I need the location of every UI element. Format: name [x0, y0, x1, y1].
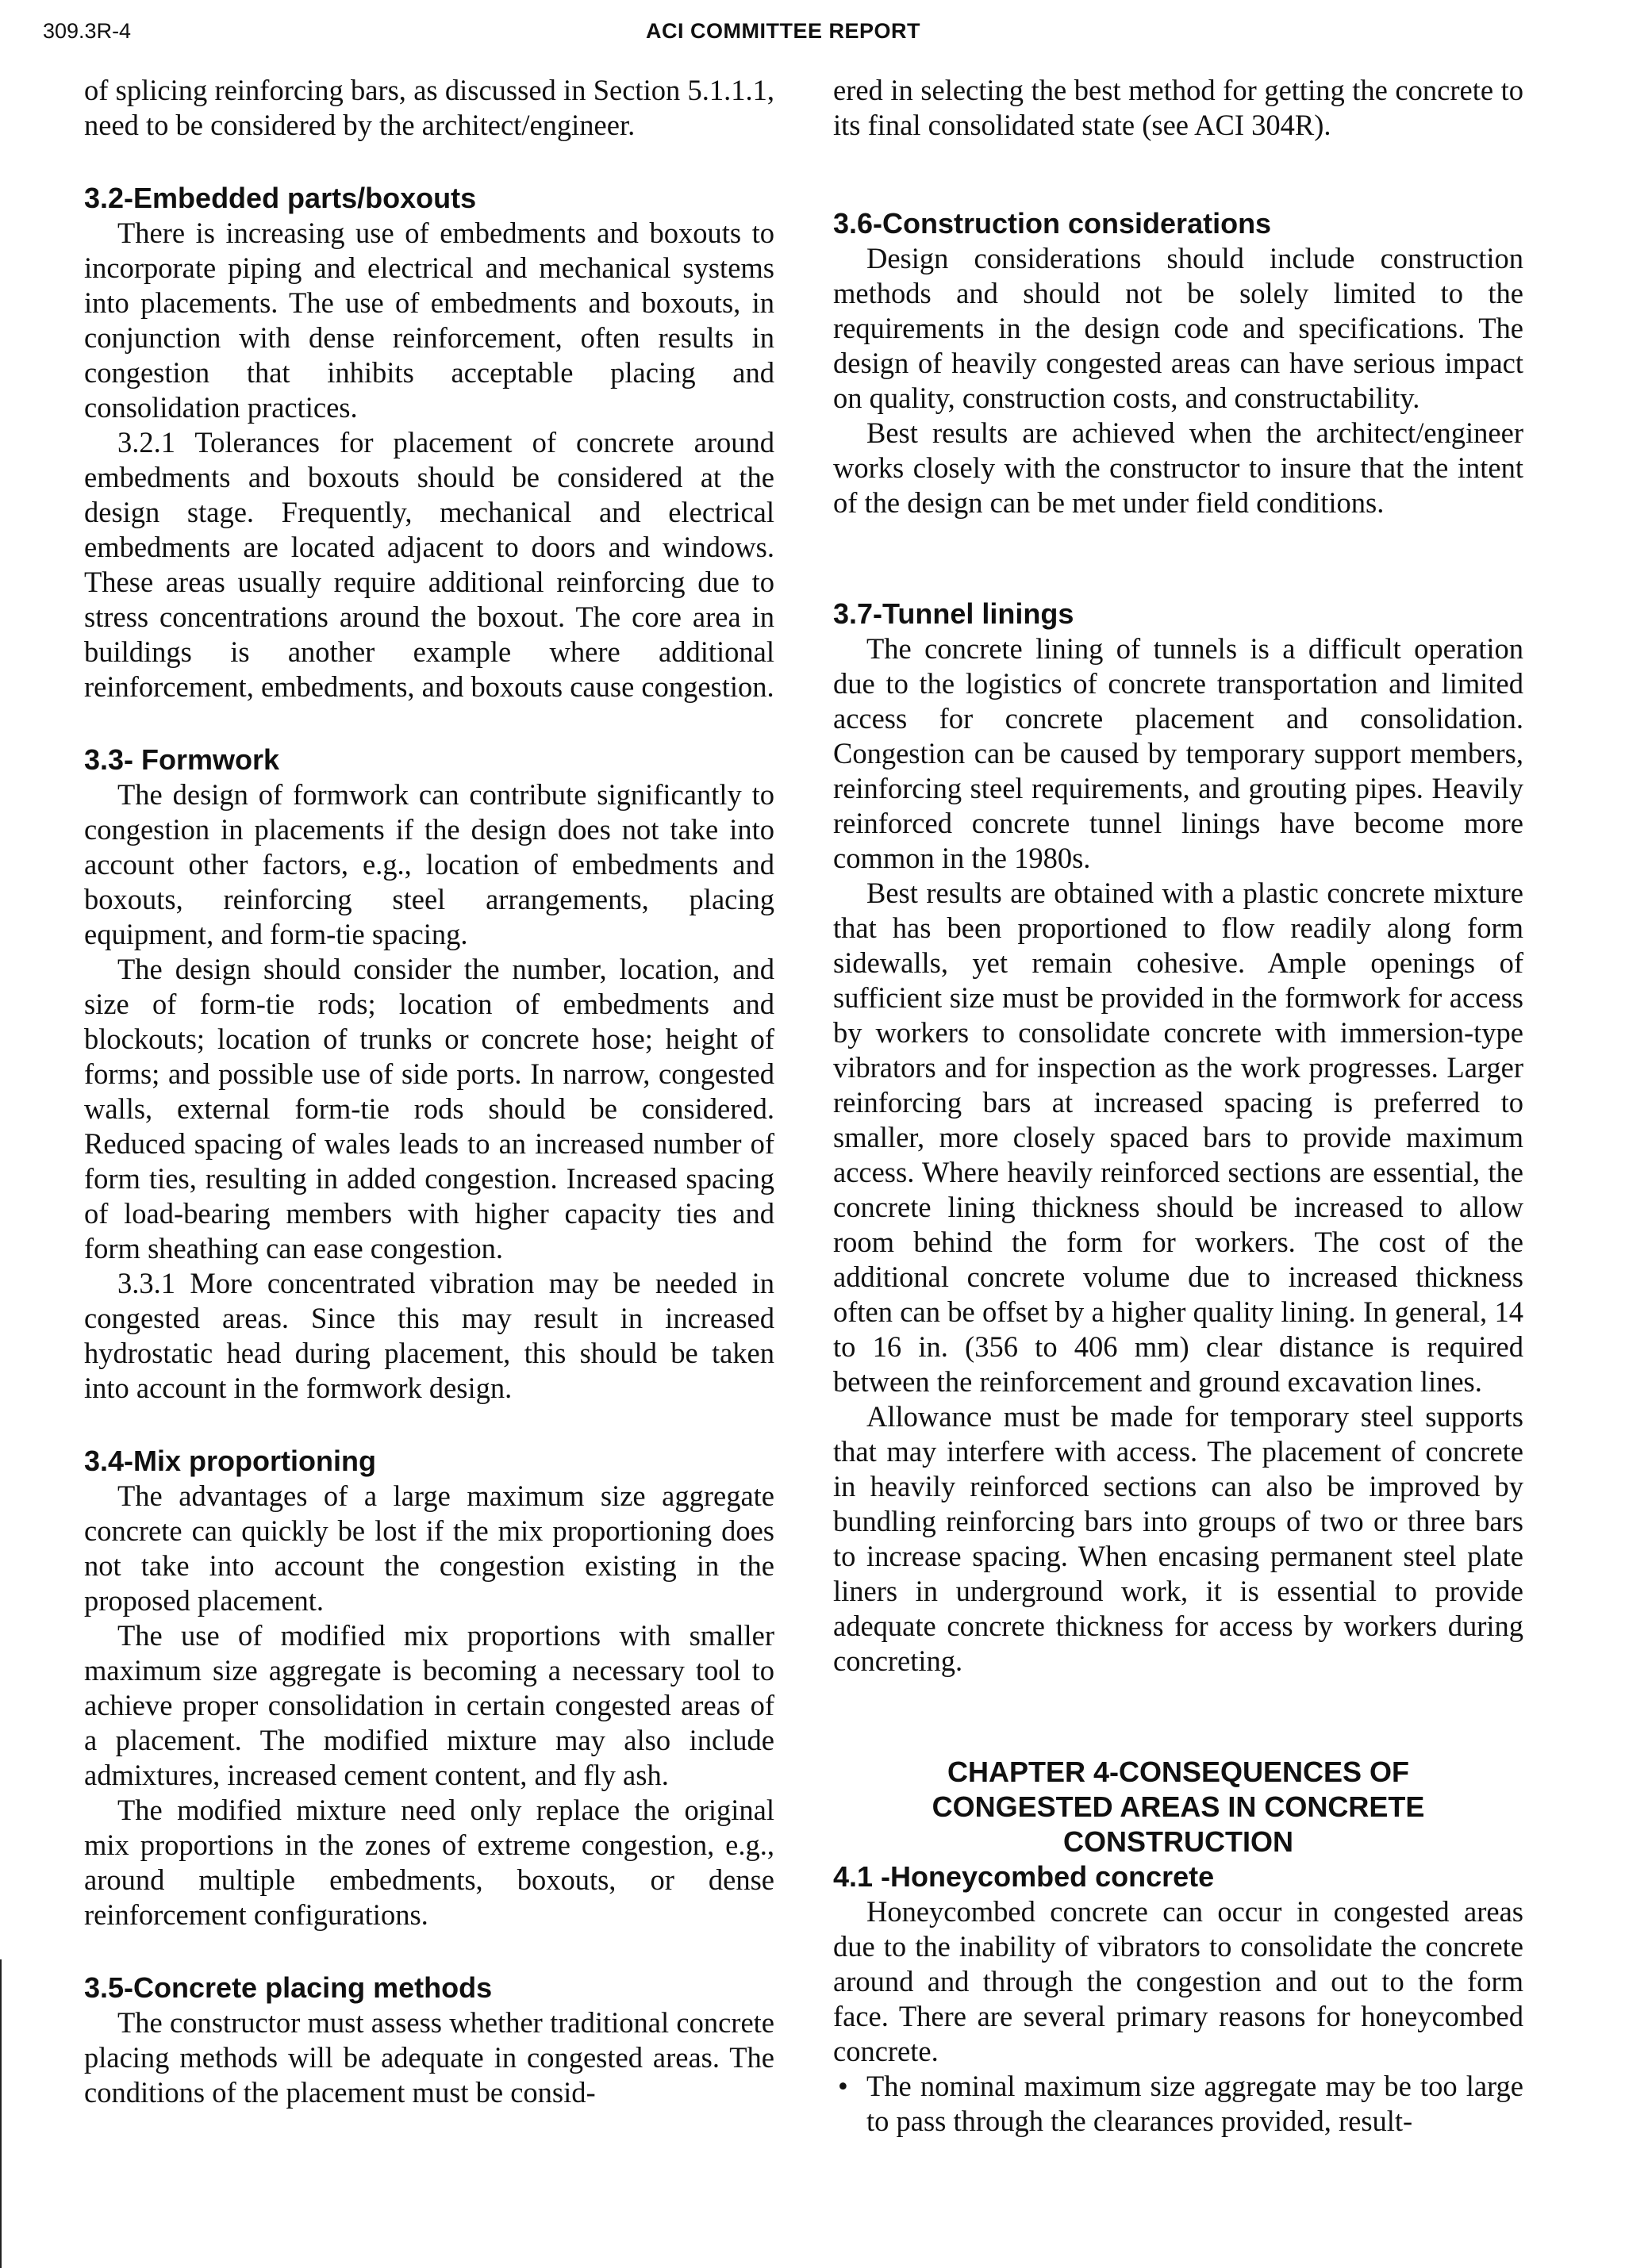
chapter-4-heading-line: CONGESTED AREAS IN CONCRETE	[932, 1790, 1425, 1823]
right-column	[833, 73, 1523, 2139]
section-3-3-heading: 3.3- Formwork	[84, 743, 280, 776]
section-3-4-paragraph: The advantages of a large maximum size aggregate concrete can quickly be lost if the mix proportioning does not take into account the congestion existing in the proposed placement.	[84, 1479, 774, 1617]
continued-paragraph: ered in selecting the best method for getting the concrete to its final consolidated state (see ACI 304R).	[833, 74, 1523, 141]
section-3-3-paragraph: The design of formwork can contribute significantly to congestion in placements if the design does not take into account other factors, e.g., location of embedments and boxouts, reinforcing steel arrangements, placing equipment, and form-tie spacing.	[84, 778, 774, 950]
running-header	[43, 19, 1550, 51]
bullet-icon: •	[838, 2070, 848, 2102]
section-3-3-1-paragraph: 3.3.1 More concentrated vibration may be needed in congested areas. Since this may result in increased hydrostatic head during placement, this should be taken into account in the formwork design.	[84, 1267, 774, 1404]
section-3-6-paragraph: Best results are achieved when the architect/engineer works closely with the constructor to insure that the intent of the design can be met under field conditions.	[833, 416, 1523, 519]
section-4-1-heading: 4.1 -Honeycombed concrete	[833, 1860, 1215, 1893]
bullet-text: The nominal maximum size aggregate may be too large to pass through the clearances provided, result-	[866, 2070, 1523, 2137]
left-column	[84, 73, 774, 2110]
section-3-3-paragraph: The design should consider the number, location, and size of form-tie rods; location of embedments and blockouts; location of trunks or concrete hose; height of forms; and possible use of side ports. In narrow, congested walls, external form-tie rods should be considered. Reduced spacing of wales leads to an increased number of form ties, resulting in added congestion. Increased spacing of load-bearing members with higher capacity ties and form sheathing can ease congestion.	[84, 953, 774, 1264]
section-3-5-heading: 3.5-Concrete placing methods	[84, 1971, 493, 2004]
section-3-7-paragraph: Allowance must be made for temporary steel supports that may interfere with access. The placement of concrete in heavily reinforced sections can also be improved by bundling reinforcing bars into groups of two or three bars to increase spacing. When encasing permanent steel plate liners in underground work, it is essential to provide adequate concrete thickness for access by workers during concreting.	[833, 1400, 1523, 1677]
page-number: 309.3R-4	[43, 19, 132, 43]
margin-rule	[0, 1959, 2, 2268]
section-3-2-paragraph: There is increasing use of embedments and boxouts to incorporate piping and electrical and mechanical systems into placements. The use of embedments and boxouts, in conjunction with dense reinforcement, often results in congestion that inhibits acceptable placing and consolidation practices.	[84, 217, 774, 424]
section-3-4-paragraph: The modified mixture need only replace the original mix proportions in the zones of extreme congestion, e.g., around multiple embedments, boxouts, or dense reinforcement configurations.	[84, 1794, 774, 1931]
bullet-list-item	[833, 2069, 1523, 2139]
section-3-4-heading: 3.4-Mix proportioning	[84, 1445, 376, 1477]
section-3-7-paragraph: The concrete lining of tunnels is a difficult operation due to the logistics of concrete transportation and limited access for concrete placement and consolidation. Congestion can be caused by temporary support members, reinforcing steel requirements, and grouting pipes. Heavily reinforced concrete tunnel linings have become more common in the 1980s.	[833, 632, 1523, 874]
report-title: ACI COMMITTEE REPORT	[646, 19, 920, 43]
chapter-4-heading-line: CONSTRUCTION	[1063, 1825, 1293, 1858]
section-3-6-paragraph: Design considerations should include construction methods and should not be solely limited to the requirements in the design code and specifications. The design of heavily congested areas can have serious impact on quality, construction costs, and constructability.	[833, 242, 1523, 414]
section-3-4-paragraph: The use of modified mix proportions with smaller maximum size aggregate is becoming a necessary tool to achieve proper consolidation in certain congested areas of a placement. The modified mixture may also include admixtures, increased cement content, and fly ash.	[84, 1619, 774, 1791]
section-3-5-paragraph: The constructor must assess whether traditional concrete placing methods will be adequate in congested areas. The conditions of the placement must be consid-	[84, 2006, 774, 2109]
section-3-2-1-paragraph: 3.2.1 Tolerances for placement of concrete around embedments and boxouts should be considered at the design stage. Frequently, mechanical and electrical embedments are located adjacent to doors and windows. These areas usually require additional reinforcing due to stress concentrations around the boxout. The core area in buildings is another example where additional reinforcement, embedments, and boxouts cause congestion.	[84, 426, 774, 703]
chapter-4-heading	[833, 1755, 1523, 1859]
section-3-2-heading: 3.2-Embedded parts/boxouts	[84, 182, 477, 214]
section-4-1-paragraph: Honeycombed concrete can occur in congested areas due to the inability of vibrators to consolidate the concrete around and through the congestion and out to the form face. There are several primary reasons for honeycombed concrete.	[833, 1895, 1523, 2067]
continued-paragraph: of splicing reinforcing bars, as discussed in Section 5.1.1.1, need to be considered by the architect/engineer.	[84, 74, 774, 141]
section-3-6-heading: 3.6-Construction considerations	[833, 207, 1272, 240]
section-3-7-heading: 3.7-Tunnel linings	[833, 597, 1074, 630]
section-3-7-paragraph: Best results are obtained with a plastic concrete mixture that has been proportioned to flow readily along form sidewalls, yet remain cohesive. Ample openings of sufficient size must be provided in the formwork for access by workers to consolidate concrete with immersion-type vibrators and for inspection as the work progresses. Larger reinforcing bars at increased spacing is preferred to smaller, more closely spaced bars to provide maximum access. Where heavily reinforced sections are essential, the concrete lining thickness should be increased to allow room behind the form for workers. The cost of the additional concrete volume due to increased thickness often can be offset by a higher quality lining. In general, 14 to 16 in. (356 to 406 mm) clear distance is required between the reinforcement and ground excavation lines.	[833, 877, 1523, 1398]
chapter-4-heading-line: CHAPTER 4-CONSEQUENCES OF	[947, 1756, 1410, 1788]
